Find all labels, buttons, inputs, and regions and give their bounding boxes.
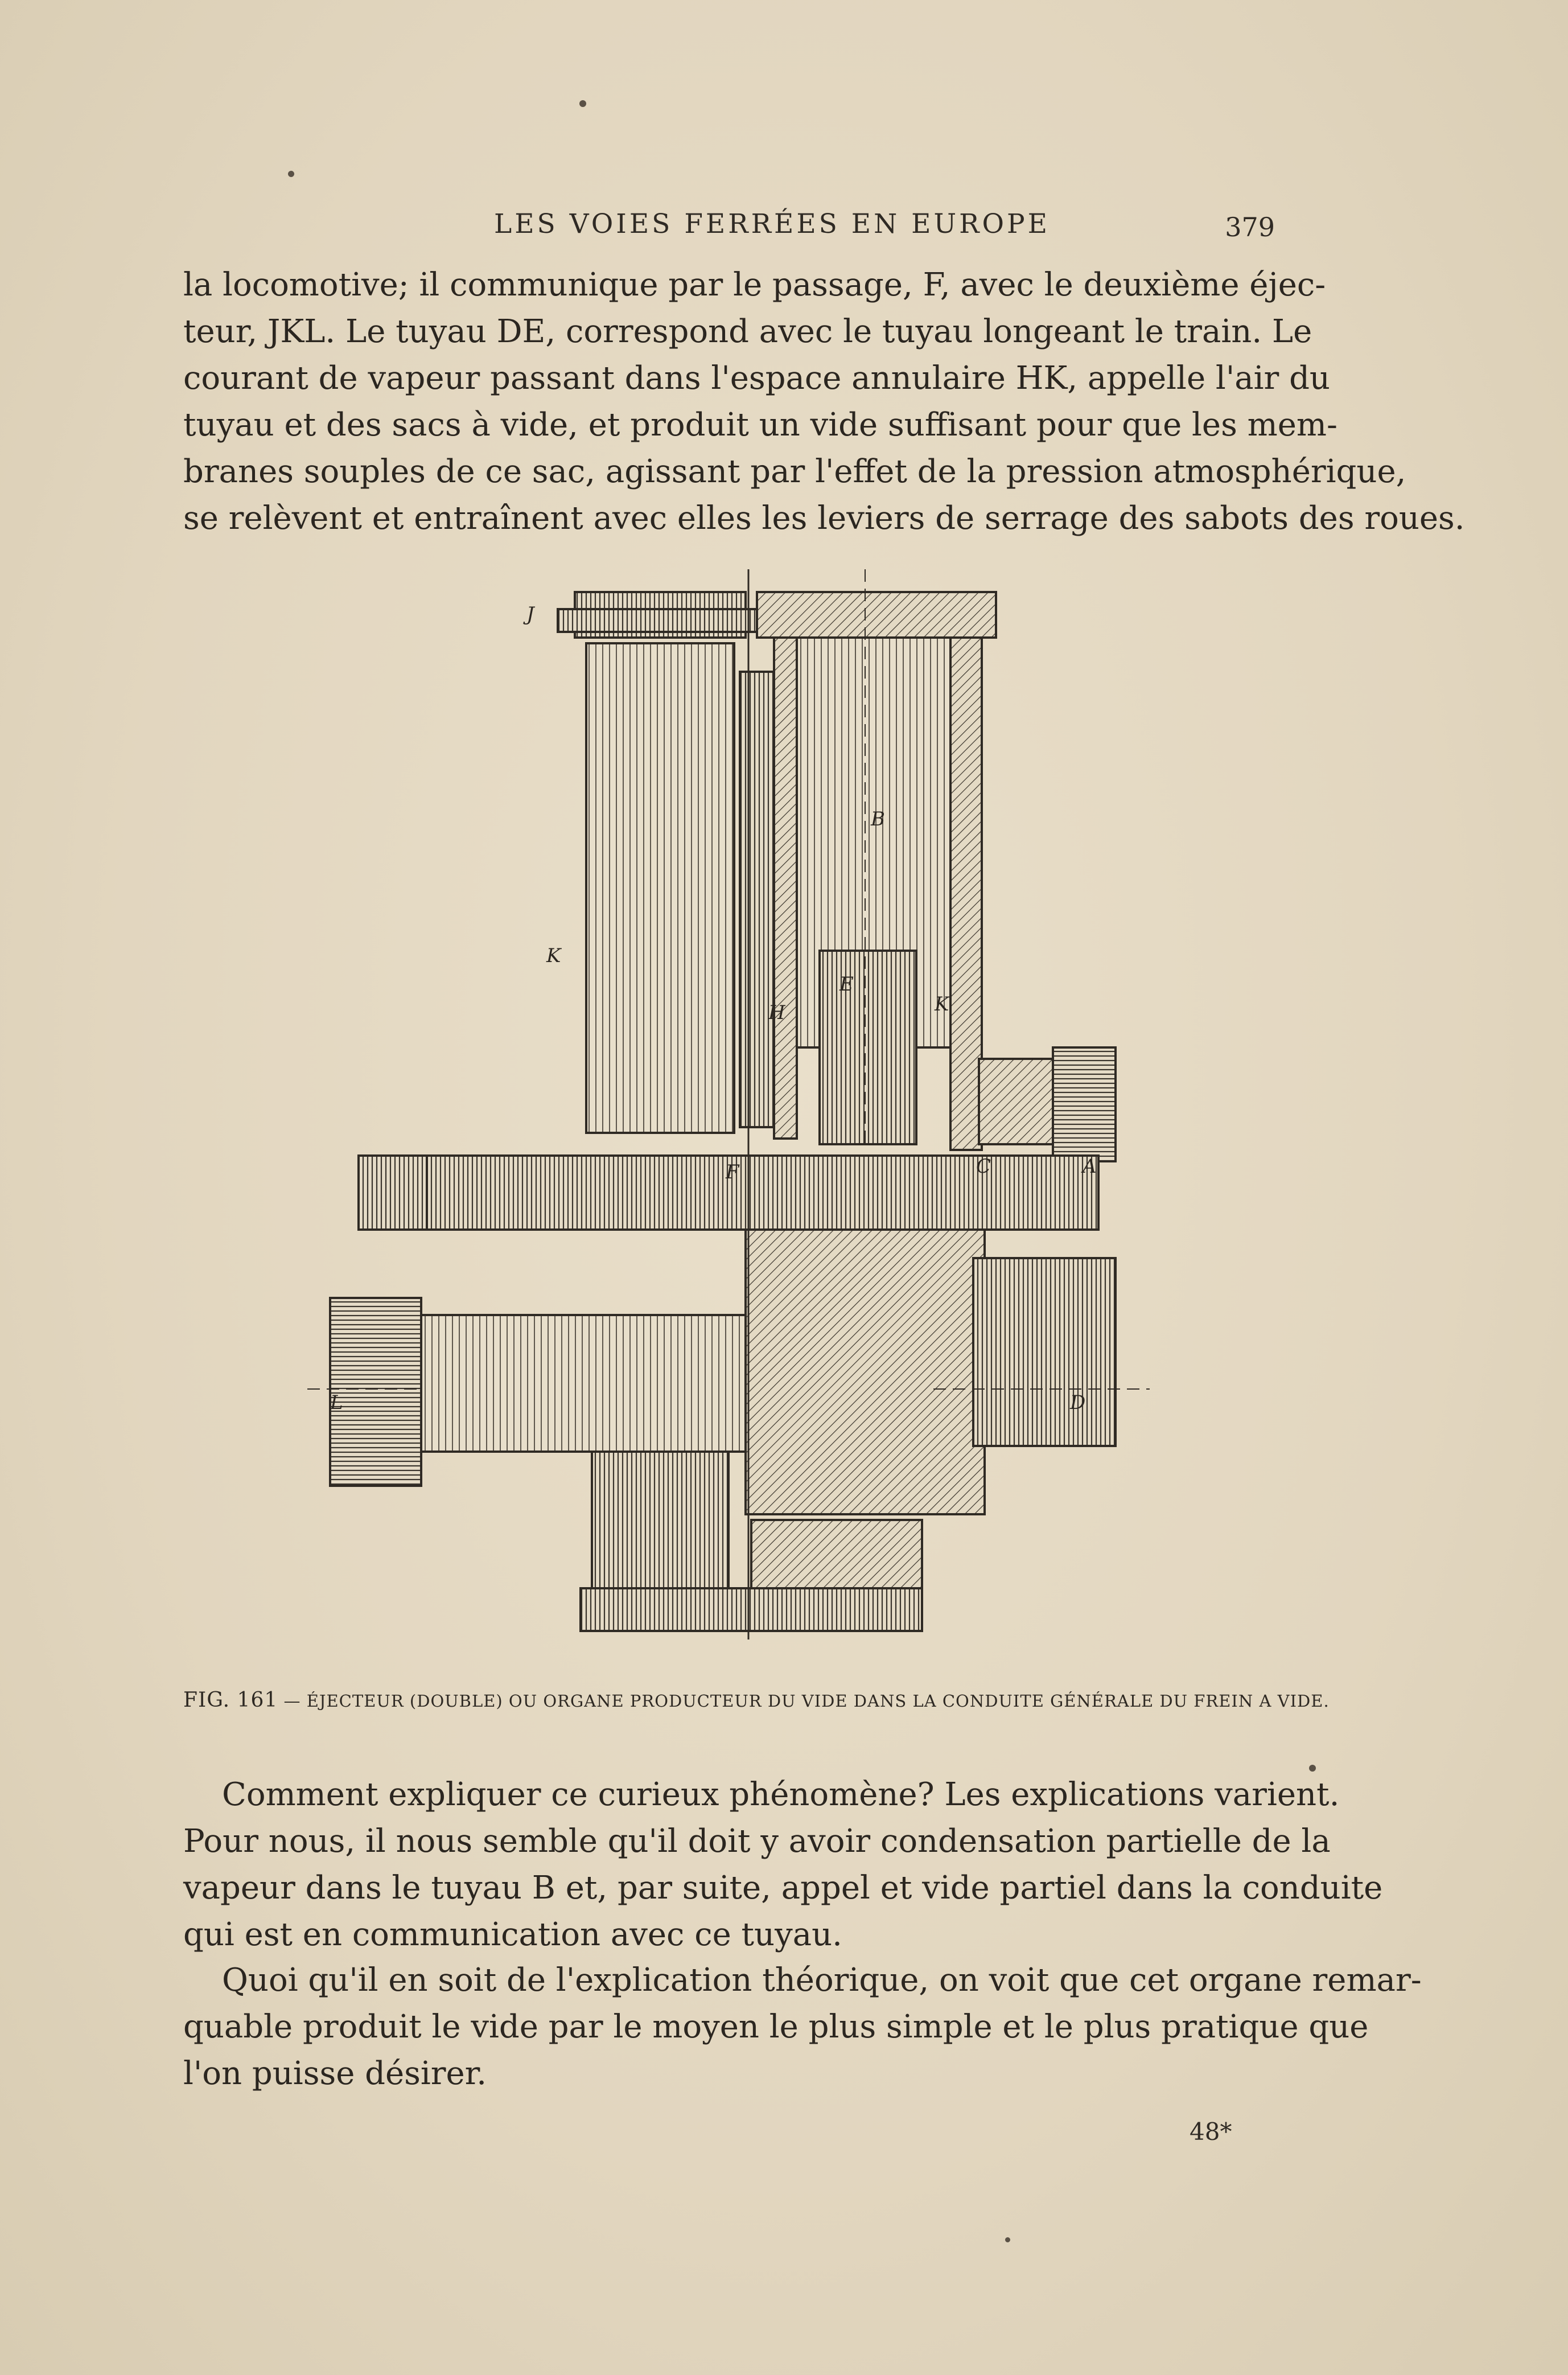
page-number: 379 — [1225, 212, 1275, 243]
text-line: tuyau et des sacs à vide, et produit un vide suffisant pour que les mem- — [183, 406, 1337, 443]
label-B: B — [871, 808, 885, 831]
ink-speck — [288, 171, 294, 177]
label-F: F — [726, 1161, 739, 1184]
printer-signature: 48* — [1190, 2118, 1232, 2146]
figure-caption-text: — ÉJECTEUR (DOUBLE) OU ORGANE PRODUCTEUR DU VIDE DANS LA CONDUITE GÉNÉRALE DU FREIN A VIDE. — [283, 1691, 1330, 1711]
text-line: quable produit le vide par le moyen le plus simple et le plus pratique que — [183, 2008, 1369, 2045]
paragraph-3 — [183, 1957, 1422, 2097]
text-line: courant de vapeur passant dans l'espace annulaire HK, appelle l'air du — [183, 360, 1330, 397]
label-H: H — [768, 1001, 785, 1024]
label-D: D — [1070, 1391, 1086, 1414]
ink-speck — [1309, 1765, 1316, 1772]
text-line: Pour nous, il nous semble qu'il doit y avoir condensation partielle de la — [183, 1823, 1331, 1860]
label-K-left: K — [546, 944, 561, 967]
text-line: qui est en communication avec ce tuyau. — [183, 1916, 842, 1953]
ejector-engraving — [307, 558, 1172, 1668]
text-line: Quoi qu'il en soit de l'explication théorique, on voit que cet organe remar- — [222, 1962, 1422, 1999]
text-line: vapeur dans le tuyau B et, par suite, appel et vide partiel dans la conduite — [183, 1869, 1383, 1906]
text-line: Comment expliquer ce curieux phénomène? Les explications varient. — [222, 1776, 1340, 1813]
ink-speck — [1005, 2237, 1010, 2242]
label-E: E — [839, 973, 854, 996]
page-header — [182, 208, 1275, 248]
paragraph-2 — [183, 1772, 1383, 1958]
paragraph-1 — [183, 262, 1465, 542]
running-title: LES VOIES FERRÉES EN EUROPE — [494, 208, 1050, 240]
figure-caption — [183, 1688, 1330, 1712]
text-line: teur, JKL. Le tuyau DE, correspond avec le tuyau longeant le train. Le — [183, 313, 1312, 350]
text-line: branes souples de ce sac, agissant par l'effet de la pression atmosphérique, — [183, 453, 1406, 490]
text-line: se relèvent et entraînent avec elles les leviers de serrage des sabots des roues. — [183, 500, 1465, 537]
ejector-drawing — [307, 558, 1172, 1668]
ink-speck — [579, 100, 586, 107]
text-line: la locomotive; il communique par le passage, F, avec le deuxième éjec- — [183, 266, 1326, 303]
label-L: L — [330, 1391, 343, 1414]
figure-number: FIG. 161 — [183, 1688, 278, 1712]
text-line: l'on puisse désirer. — [183, 2055, 487, 2092]
label-K-right: K — [935, 993, 949, 1016]
label-A: A — [1083, 1155, 1097, 1178]
label-C: C — [976, 1155, 991, 1178]
label-J: J — [526, 603, 534, 626]
